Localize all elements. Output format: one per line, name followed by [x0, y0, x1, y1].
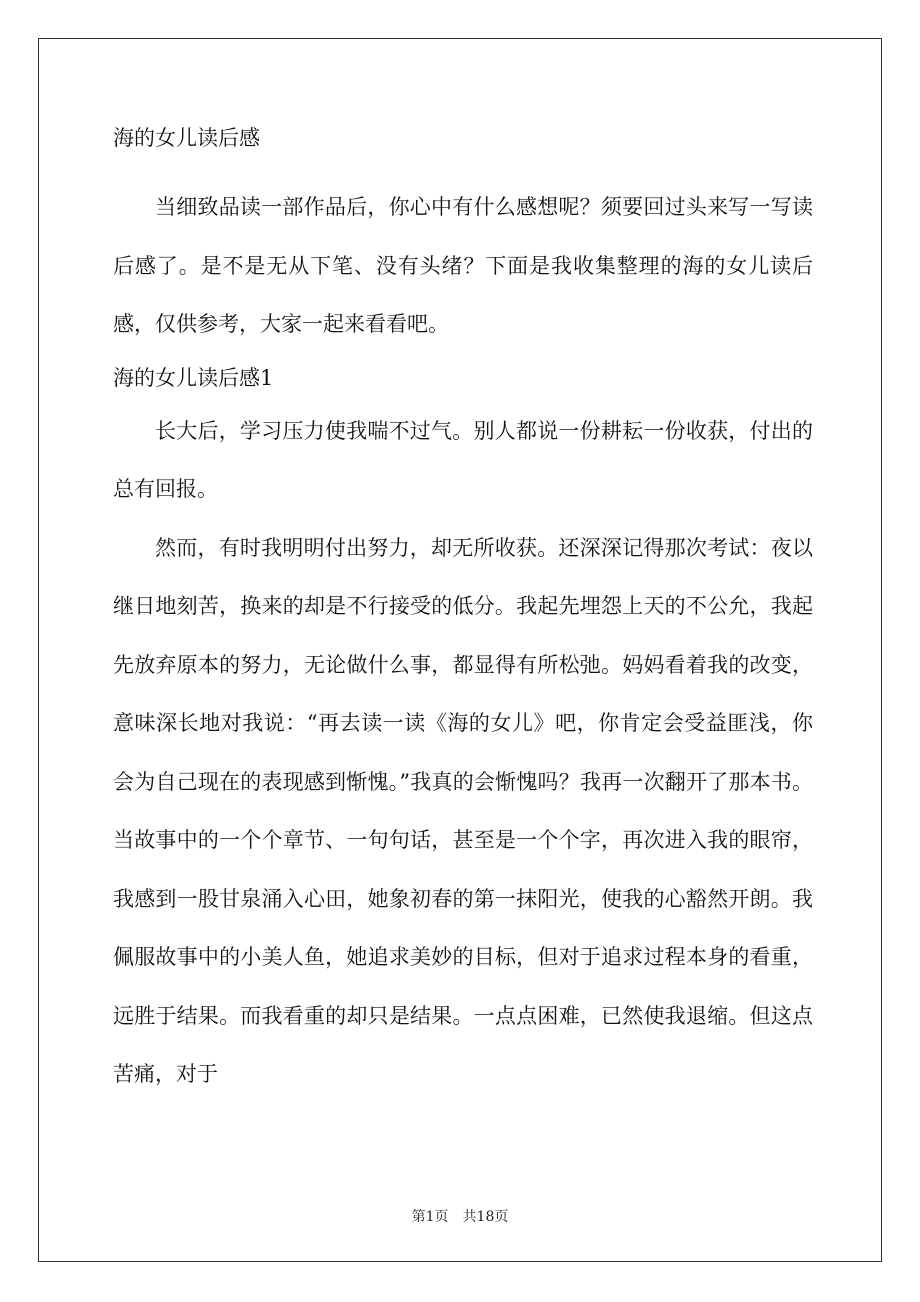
- section-1-paragraph-1: 长大后，学习压力使我喘不过气。别人都说一份耕耘一份收获，付出的总有回报。: [113, 418, 813, 501]
- section-1-paragraph-2: 然而，有时我明明付出努力，却无所收获。还深深记得那次考试：夜以继日地刻苦，换来的却是不行接受的低分。我起先埋怨上天的不公允，我起先放弃原本的努力，无论做什么事，都显得有所松弛。妈妈看着我的改变，意味深长地对我说：“再去读一读《海的女儿》吧，你肯定会受益匪浅，你会为自己现在的表现感到惭愧。”我真的会惭愧吗？我再一次翻开了那本书。当故事中的一个个章节、一句句话，甚至是一个个字，再次进入我的眼帘，我感到一股甘泉涌入心田，她象初春的第一抹阳光，使我的心豁然开朗。我佩服故事中的小美人鱼，她追求美妙的目标，但对于追求过程本身的看重，远胜于结果。而我看重的却只是结果。一点点困难，已然使我退缩。但这点苦痛，对于: [113, 535, 813, 1086]
- page-footer: [0, 1207, 920, 1227]
- section-1-heading: 海的女儿读后感1: [113, 365, 274, 390]
- page-number: 第1页: [411, 1209, 449, 1225]
- document-body: [113, 118, 813, 1104]
- page-total: 共18页: [462, 1209, 509, 1225]
- intro-paragraph: 当细致品读一部作品后，你心中有什么感想呢？须要回过头来写一写读后感了。是不是无从下笔、没有头绪？下面是我收集整理的海的女儿读后感，仅供参考，大家一起来看看吧。: [113, 195, 813, 336]
- document-title: 海的女儿读后感: [113, 126, 260, 150]
